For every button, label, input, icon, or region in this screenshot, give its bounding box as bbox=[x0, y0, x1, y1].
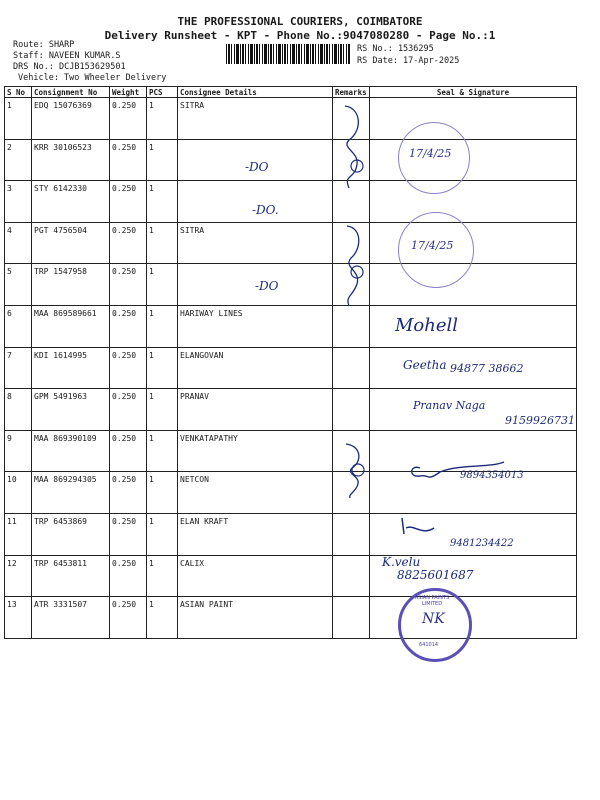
signature-row-7-phone: 94877 38662 bbox=[450, 362, 524, 375]
ditto-mark: -DO bbox=[245, 160, 269, 174]
cell-sno: 2 bbox=[5, 139, 32, 181]
cell-weight: 0.250 bbox=[110, 139, 147, 181]
rs-number: RS No.: 1536295 bbox=[357, 44, 434, 54]
cell-remarks bbox=[333, 305, 370, 347]
cell-sno: 10 bbox=[5, 472, 32, 514]
table-row bbox=[5, 98, 577, 140]
col-header-signature: Seal & Signature bbox=[370, 87, 577, 98]
cell-weight: 0.250 bbox=[110, 347, 147, 389]
table-header-row bbox=[5, 87, 577, 98]
signature-row-12-phone: 9481234422 bbox=[450, 538, 514, 549]
cell-consignment: KRR 30106523 bbox=[32, 139, 110, 181]
cell-consignee: PRANAV bbox=[178, 389, 333, 431]
signature-row-11-scribble bbox=[398, 514, 438, 542]
signature-row-10-phone: 9894354013 bbox=[460, 470, 524, 481]
cell-sno: 8 bbox=[5, 389, 32, 431]
cell-consignee: CALIX bbox=[178, 555, 333, 597]
col-header-remarks: Remarks bbox=[333, 87, 370, 98]
cell-consignment: MAA 869589661 bbox=[32, 305, 110, 347]
cell-consignment: GPM 5491963 bbox=[32, 389, 110, 431]
cell-sno: 9 bbox=[5, 430, 32, 472]
document-subtitle: Delivery Runsheet - KPT - Phone No.:9047080280 - Page No.:1 bbox=[104, 29, 496, 42]
cell-sno: 11 bbox=[5, 513, 32, 555]
stamp-initials: NK bbox=[422, 611, 445, 627]
cell-pcs: 1 bbox=[147, 98, 178, 140]
cell-weight: 0.250 bbox=[110, 305, 147, 347]
cell-pcs: 1 bbox=[147, 305, 178, 347]
signature-row-10-scribble bbox=[400, 456, 510, 486]
cell-consignee: SITRA bbox=[178, 222, 333, 264]
drs-label: DRS No.: DCJB153629501 bbox=[13, 62, 126, 72]
cell-consignment: TRP 6453811 bbox=[32, 555, 110, 597]
cell-remarks bbox=[333, 513, 370, 555]
cell-consignment: TRP 6453869 bbox=[32, 513, 110, 555]
cell-signature bbox=[370, 264, 577, 306]
cell-weight: 0.250 bbox=[110, 597, 147, 639]
col-header-weight: Weight bbox=[110, 87, 147, 98]
table-row bbox=[5, 264, 577, 306]
cell-weight: 0.250 bbox=[110, 181, 147, 223]
table-row bbox=[5, 305, 577, 347]
cell-sno: 1 bbox=[5, 98, 32, 140]
cell-consignment: TRP 1547958 bbox=[32, 264, 110, 306]
signature-row-8-name: Pranav Naga bbox=[413, 399, 486, 412]
stamp-pincode: 641014 bbox=[419, 642, 439, 648]
cell-remarks bbox=[333, 347, 370, 389]
ditto-mark: -DO bbox=[255, 279, 279, 293]
cell-pcs: 1 bbox=[147, 389, 178, 431]
vehicle-label: Vehicle: Two Wheeler Delivery bbox=[18, 73, 167, 83]
stamp-company-name: ASIAN PAINTS LIMITED bbox=[414, 595, 450, 607]
cell-sno: 6 bbox=[5, 305, 32, 347]
cell-sno: 3 bbox=[5, 181, 32, 223]
signature-row-7-name: Geetha bbox=[403, 358, 447, 372]
ditto-mark: -DO. bbox=[252, 203, 279, 217]
barcode bbox=[226, 44, 350, 64]
signature-row-6: Mohell bbox=[395, 315, 459, 336]
col-header-consignee: Consignee Details bbox=[178, 87, 333, 98]
cell-pcs: 1 bbox=[147, 555, 178, 597]
col-header-sno: S No bbox=[5, 87, 32, 98]
cell-pcs: 1 bbox=[147, 513, 178, 555]
cell-consignee: NETCON bbox=[178, 472, 333, 514]
cell-pcs: 1 bbox=[147, 222, 178, 264]
cell-consignment: KDI 1614995 bbox=[32, 347, 110, 389]
company-round-stamp bbox=[398, 588, 472, 662]
cell-consignment: EDQ 15076369 bbox=[32, 98, 110, 140]
cell-consignee: ELANGOVAN bbox=[178, 347, 333, 389]
cell-remarks bbox=[333, 389, 370, 431]
cell-consignee: ELAN KRAFT bbox=[178, 513, 333, 555]
cell-consignment: ATR 3331507 bbox=[32, 597, 110, 639]
cell-weight: 0.250 bbox=[110, 555, 147, 597]
cell-weight: 0.250 bbox=[110, 430, 147, 472]
cell-sno: 12 bbox=[5, 555, 32, 597]
table-row bbox=[5, 597, 577, 639]
stamp-date: 17/4/25 bbox=[411, 239, 454, 252]
cell-weight: 0.250 bbox=[110, 389, 147, 431]
signature-row-12-name: K.velu bbox=[382, 555, 421, 569]
cell-weight: 0.250 bbox=[110, 222, 147, 264]
col-header-consignment: Consignment No bbox=[32, 87, 110, 98]
cell-consignee: ASIAN PAINT bbox=[178, 597, 333, 639]
remarks-bracket-scribble bbox=[338, 440, 374, 500]
table-row bbox=[5, 222, 577, 264]
cell-signature bbox=[370, 181, 577, 223]
col-header-pcs: PCS bbox=[147, 87, 178, 98]
cell-consignee: VENKATAPATHY bbox=[178, 430, 333, 472]
cell-sno: 5 bbox=[5, 264, 32, 306]
cell-weight: 0.250 bbox=[110, 264, 147, 306]
table-row bbox=[5, 555, 577, 597]
table-row bbox=[5, 389, 577, 431]
cell-pcs: 1 bbox=[147, 264, 178, 306]
cell-weight: 0.250 bbox=[110, 472, 147, 514]
cell-consignment: MAA 869294305 bbox=[32, 472, 110, 514]
table-row bbox=[5, 181, 577, 223]
cell-weight: 0.250 bbox=[110, 513, 147, 555]
stamp-date: 17/4/25 bbox=[409, 147, 452, 160]
cell-remarks bbox=[333, 555, 370, 597]
cell-pcs: 1 bbox=[147, 347, 178, 389]
cell-pcs: 1 bbox=[147, 139, 178, 181]
rs-date: RS Date: 17-Apr-2025 bbox=[357, 56, 460, 66]
cell-pcs: 1 bbox=[147, 430, 178, 472]
cell-remarks bbox=[333, 597, 370, 639]
cell-consignee: SITRA bbox=[178, 98, 333, 140]
cell-pcs: 1 bbox=[147, 597, 178, 639]
signature-row-8-phone: 9159926731 bbox=[505, 414, 575, 427]
cell-consignment: PGT 4756504 bbox=[32, 222, 110, 264]
delivery-stamp bbox=[398, 212, 474, 288]
cell-pcs: 1 bbox=[147, 181, 178, 223]
route-label: Route: SHARP bbox=[13, 40, 75, 50]
staff-label: Staff: NAVEEN KUMAR.S bbox=[13, 51, 121, 61]
signature-row-12-phone-2: 8825601687 bbox=[397, 568, 474, 582]
cell-pcs: 1 bbox=[147, 472, 178, 514]
delivery-stamp bbox=[398, 122, 470, 194]
cell-consignee: HARIWAY LINES bbox=[178, 305, 333, 347]
cell-sno: 13 bbox=[5, 597, 32, 639]
cell-weight: 0.250 bbox=[110, 98, 147, 140]
cell-sno: 7 bbox=[5, 347, 32, 389]
remarks-bracket-scribble bbox=[335, 100, 375, 310]
table-row bbox=[5, 139, 577, 181]
cell-sno: 4 bbox=[5, 222, 32, 264]
cell-consignment: MAA 869390109 bbox=[32, 430, 110, 472]
cell-consignment: STY 6142330 bbox=[32, 181, 110, 223]
cell-signature bbox=[370, 98, 577, 140]
document-title: THE PROFESSIONAL COURIERS, COIMBATORE bbox=[177, 15, 423, 28]
